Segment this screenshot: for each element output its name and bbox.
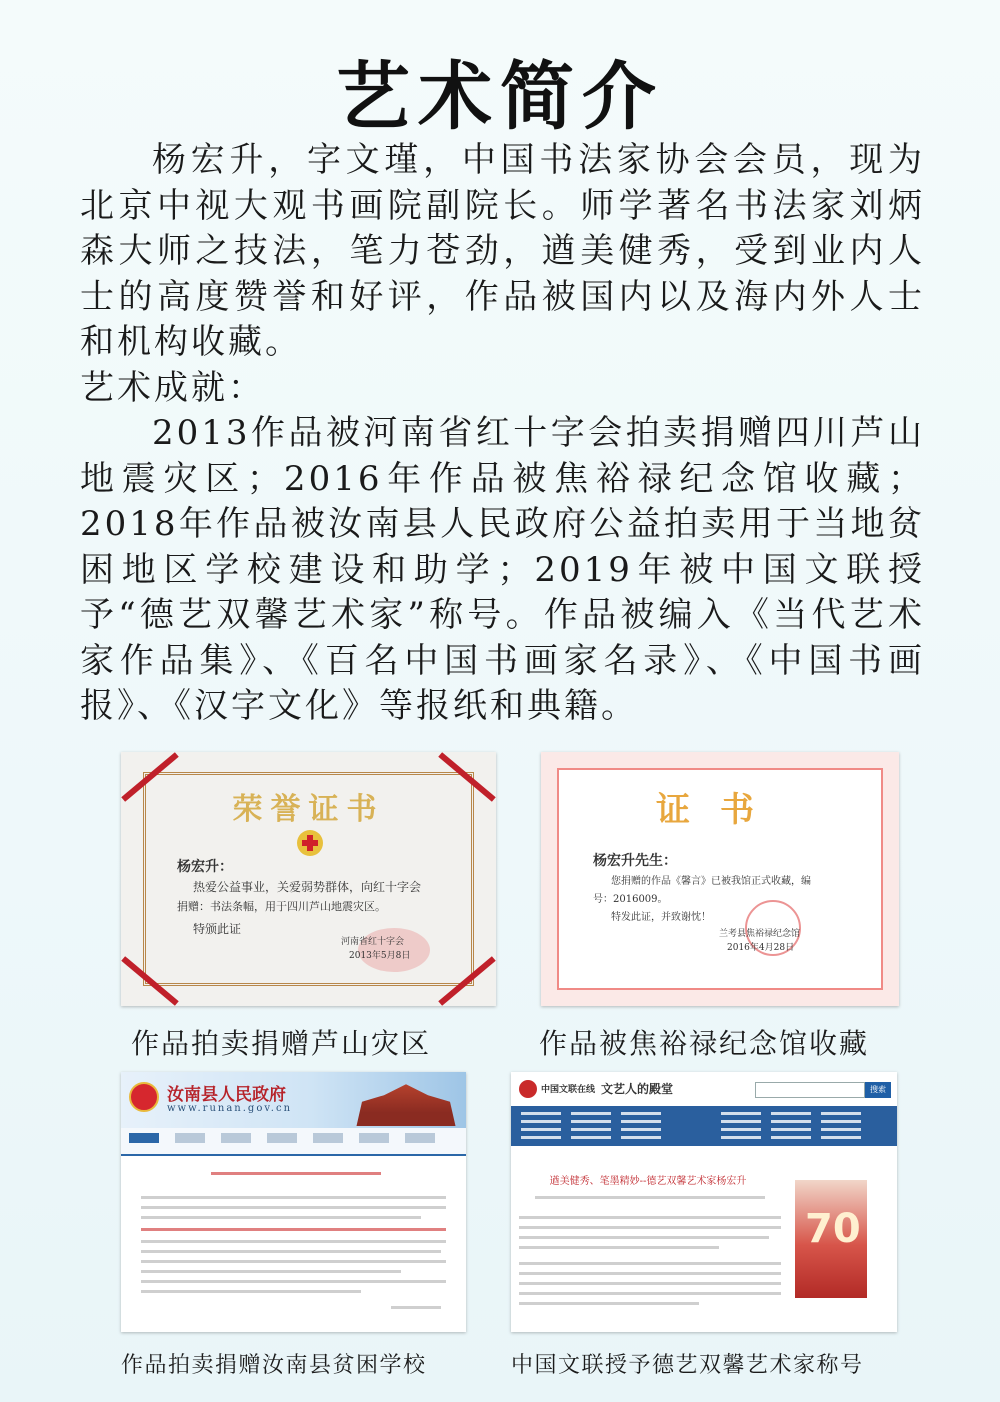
nav-tab	[129, 1133, 159, 1143]
intro-paragraph: 杨宏升，字文瑾，中国书法家协会会员，现为北京中视大观书画院副院长。师学著名书法家刘炳森大师之技法，笔力苍劲，遒美健秀，受到业内人士的高度赞誉和好评，作品被国内以及海内外人士和机构收藏。	[80, 140, 925, 362]
certificate-text: 特颁此证	[193, 922, 242, 936]
certificate-issuer: 兰考县焦裕禄纪念馆	[719, 929, 801, 939]
text-line	[519, 1262, 781, 1265]
text-line	[519, 1226, 781, 1229]
text-line	[519, 1292, 781, 1295]
site-logo-icon	[519, 1080, 537, 1098]
photo-caption: 作品拍卖捐赠汝南县贫困学校	[121, 1353, 427, 1378]
text-line	[519, 1246, 719, 1249]
text-line	[519, 1272, 781, 1275]
nav-tab	[267, 1133, 297, 1143]
red-cross-icon	[297, 830, 323, 856]
achievements-heading: 艺术成就：	[80, 367, 265, 408]
page-title: 艺术简介	[336, 54, 664, 140]
site-nav	[121, 1128, 466, 1156]
text-line	[141, 1196, 446, 1199]
honor-certificate-photo	[121, 752, 496, 1006]
nav-column	[721, 1112, 761, 1140]
nav-tab	[221, 1133, 251, 1143]
text-line	[519, 1302, 699, 1305]
text-line	[519, 1236, 769, 1239]
photo-caption: 作品拍卖捐赠芦山灾区	[131, 1027, 432, 1060]
text-line	[391, 1306, 441, 1309]
text-line	[141, 1240, 446, 1243]
site-nav	[511, 1106, 897, 1146]
nav-column	[771, 1112, 811, 1140]
text-line	[141, 1260, 446, 1263]
certificate-text: 号：2016009。	[593, 894, 668, 905]
certificate-date: 2013年5月8日	[349, 951, 411, 961]
text-line	[141, 1216, 421, 1219]
certificate-text: 捐赠：书法条幅，用于四川芦山地震灾区。	[177, 900, 386, 913]
poster-seventy: 70	[805, 1206, 861, 1252]
text-line	[141, 1280, 446, 1283]
text-line	[519, 1282, 781, 1285]
cflac-website-screenshot	[511, 1072, 897, 1332]
article-title: 遒美健秀、笔墨精妙--德艺双馨艺术家杨宏升	[549, 1176, 747, 1187]
site-url: www.runan.gov.cn	[167, 1103, 293, 1114]
certificate-heading: 证书	[656, 790, 784, 830]
certificate-recipient: 杨宏升先生：	[593, 853, 677, 869]
certificate-heading: 荣誉证书	[232, 792, 385, 827]
text-line	[141, 1270, 401, 1273]
nav-tab	[175, 1133, 205, 1143]
intro-text	[80, 138, 925, 730]
text-line	[141, 1250, 441, 1253]
certificate-recipient: 杨宏升：	[177, 859, 233, 875]
text-line	[519, 1216, 781, 1219]
nav-tab	[359, 1133, 389, 1143]
nav-tab	[313, 1133, 343, 1143]
national-emblem-icon	[129, 1082, 159, 1112]
achievements-paragraph: 2013作品被河南省红十字会拍卖捐赠四川芦山地震灾区；2016年作品被焦裕禄纪念馆收藏；2018年作品被汝南县人民政府公益拍卖用于当地贫困地区学校建设和助学；2019年被中国文联授予“德艺双馨艺术家”称号。作品被编入《当代艺术家作品集》、《百名中国书画家名录》、《中国书画报》、《汉字文化》等报纸和典籍。	[80, 413, 925, 726]
nav-column	[821, 1112, 861, 1140]
nav-column	[621, 1112, 661, 1140]
text-line	[141, 1290, 361, 1293]
certificate-date: 2016年4月28日	[727, 943, 795, 953]
text-line	[141, 1206, 446, 1209]
collection-certificate-photo	[541, 752, 899, 1006]
nav-tab	[405, 1133, 435, 1143]
search-input	[755, 1082, 865, 1098]
certificate-issuer: 河南省红十字会	[341, 937, 405, 947]
certificate-text: 您捐赠的作品《馨言》已被我馆正式收藏，编	[611, 876, 811, 887]
photo-caption: 作品被焦裕禄纪念馆收藏	[539, 1027, 870, 1060]
text-line	[141, 1228, 446, 1231]
site-slogan: 文艺人的殿堂	[601, 1082, 674, 1096]
search-button: 搜索	[865, 1082, 891, 1098]
site-name: 汝南县人民政府	[167, 1085, 286, 1105]
certificate-text: 热爱公益事业，关爱弱势群体，向红十字会	[193, 880, 422, 894]
site-logo-text: 中国文联在线	[541, 1085, 596, 1095]
text-line	[535, 1196, 765, 1199]
photo-caption: 中国文联授予德艺双馨艺术家称号	[511, 1353, 864, 1378]
article-headline	[211, 1172, 381, 1175]
nav-column	[571, 1112, 611, 1140]
nav-column	[521, 1112, 561, 1140]
government-website-screenshot	[121, 1072, 466, 1332]
certificate-text: 特发此证，并致谢忱！	[611, 912, 711, 923]
